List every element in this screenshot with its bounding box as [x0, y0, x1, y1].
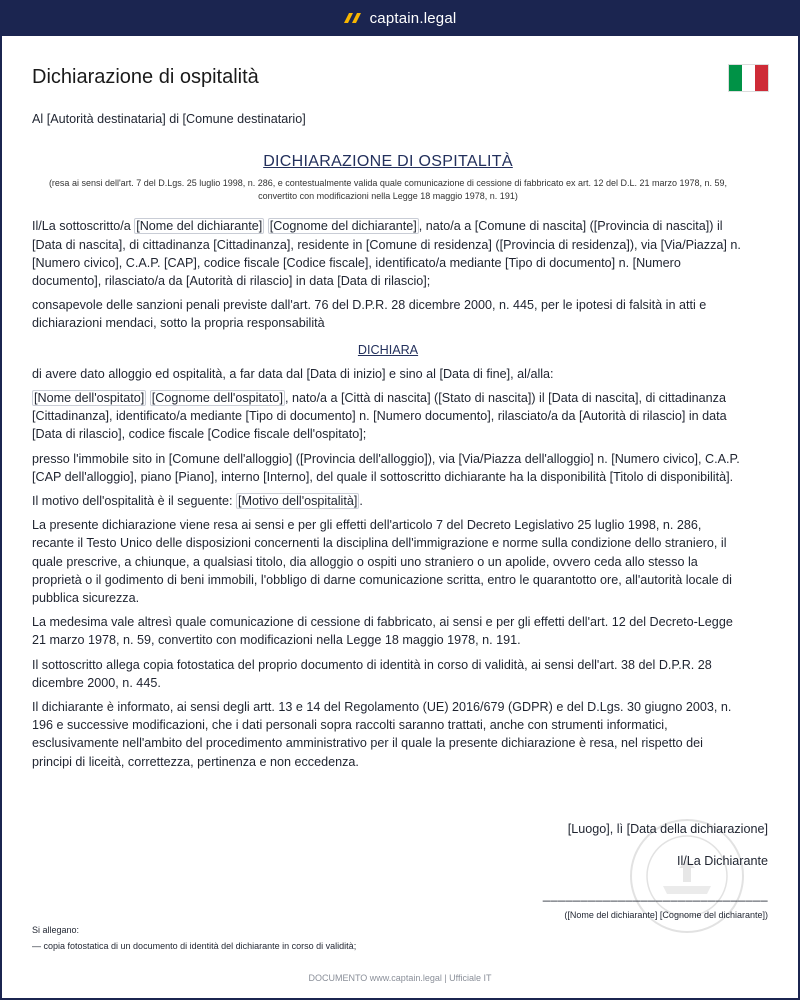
document-subtitle: (resa ai sensi dell'art. 7 del D.Lgs. 25 luglio 1998, n. 286, e contestualmente valida quale comunicazione di cessione di fabbricato ex art. 12 del D.L. 21 marzo 1978, n. 59, convertito con modificazioni nella Legge 18 maggio 1978, n. 191)	[48, 178, 728, 202]
guest-paragraph: [Nome dell'ospitato] [Cognome dell'ospitato] , nato/a a [Città di nascita] ([Stato di nascita]) il [Data di nascita], di cittadinanza [Cittadinanza], identificato/a mediante [Tipo di documento] n. [Numero documento], rilasciato/a da [Autorità di rilascio] in data [Data di rilascio], codice fiscale [Codice fiscale dell'ospitato];	[32, 391, 727, 442]
guest-name-field[interactable]: [Nome dell'ospitato]	[34, 391, 145, 406]
signature-line[interactable]: ______________________________	[542, 888, 768, 902]
signature-block	[543, 820, 768, 924]
awareness-paragraph: consapevole delle sanzioni penali previste dall'art. 76 del D.P.R. 28 dicembre 2000, n. 445, per le ipotesi di falsità in atti e dichiarazioni mendaci, sotto la propria responsabilità	[32, 298, 707, 331]
reason-field[interactable]: [Motivo dell'ospitalità]	[238, 494, 358, 509]
guest-surname-field[interactable]: [Cognome dell'ospitato]	[151, 391, 283, 406]
attachment-item: — copia fotostatica di un documento di identità del dichiarante in corso di validità;	[32, 941, 357, 951]
dichiara-heading: DICHIARA	[357, 342, 419, 357]
legal-paragraph-3: Il sottoscritto allega copia fotostatica del proprio documento di identità in corso di validità, ai sensi dell'art. 38 del D.P.R. 28 dicembre 2000, n. 445.	[32, 657, 712, 690]
declarant-paragraph: Il/La sottoscritto/a [Nome del dichiarante] [Cognome del dichiarante] , nato/a a [Comune di nascita] ([Provincia di nascita]) il [Data di nascita], di cittadinanza [Cittadinanza], residente in [Comune di residenza] ([Provincia di residenza]), via [Via/Piazza] n. [Numero civico], C.A.P. [CAP], codice fiscale [Codice fiscale], identificato/a mediante [Tipo di documento] n. [Numero documento], rilasciato/a da [Autorità di rilascio] in data [Data di rilascio];	[32, 219, 741, 289]
property-paragraph: presso l'immobile sito in [Comune dell'alloggio] ([Provincia dell'alloggio]), via [Via/Piazza dell'alloggio] n. [Numero civico], C.A.P. [CAP dell'alloggio], piano [Piano], interno [Interno], del quale il sottoscritto dichiarante ha la disponibilità [Titolo di disponibilità].	[32, 451, 740, 484]
place-date: [Luogo], lì [Data della dichiarazione]	[567, 822, 768, 836]
legal-paragraph-1: La presente dichiarazione viene resa ai sensi e per gli effetti dell'articolo 7 del Decreto Legislativo 25 luglio 1998, n. 286, recante il Testo Unico delle disposizioni concernenti la disciplina dell'immigrazione e norme sulla condizione dello straniero, il quale prescrive, a chiunque, a qualsiasi titolo, dia alloggio o ospiti uno straniero o un apolide, ovvero ceda allo stesso la proprietà o il godimento di beni immobili, l'obbligo di darne comunicazione scritta, entro le quarantotto ore, all'autorità locale di pubblica sicurezza.	[32, 518, 732, 606]
signer-role: Il/La Dichiarante	[676, 854, 768, 868]
captain-legal-logo-icon	[344, 12, 362, 24]
document-body	[32, 106, 744, 771]
attachments-section	[32, 922, 356, 954]
top-bar	[0, 0, 800, 36]
signer-names: ([Nome del dichiarante] [Cognome del dichiarante])	[564, 910, 768, 920]
reason-paragraph: Il motivo dell'ospitalità è il seguente: [Motivo dell'ospitalità] .	[32, 494, 363, 509]
legal-paragraph-2: La medesima vale altresì quale comunicazione di cessione di fabbricato, ai sensi e per gli effetti dell'art. 12 del Decreto-Legge 21 marzo 1978, n. 59, convertito con modificazioni nella Legge 18 maggio 1978, n. 191.	[32, 615, 733, 648]
page-title: Dichiarazione di ospitalità	[32, 66, 259, 88]
legal-paragraph-4: Il dichiarante è informato, ai sensi degli artt. 13 e 14 del Regolamento (UE) 2016/679 (GDPR) e del D.Lgs. 30 giugno 2003, n. 196 e successive modificazioni, che i dati personali sopra raccolti saranno trattati, anche con strumenti informatici, esclusivamente nell'ambito del procedimento amministrativo per il quale la presente dichiarazione è resa, nel rispetto dei principi di liceità, correttezza, pertinenza e non eccedenza.	[32, 700, 732, 769]
recipient-line: Al [Autorità destinataria] di [Comune destinatario]	[32, 112, 306, 126]
declarant-name-field[interactable]: [Nome del dichiarante]	[136, 219, 263, 234]
attachments-heading: Si allegano:	[32, 925, 80, 935]
declarant-surname-field[interactable]: [Cognome del dichiarante]	[269, 219, 417, 234]
hosting-paragraph: di avere dato alloggio ed ospitalità, a far data dal [Data di inizio] e sino al [Data di fine], al/alla:	[32, 366, 554, 381]
document-footer: DOCUMENTO www.captain.legal | Ufficiale IT	[308, 973, 492, 983]
document-title: DICHIARAZIONE DI OSPITALITÀ	[263, 153, 513, 171]
italy-flag-icon[interactable]	[728, 64, 769, 92]
document-sheet	[2, 36, 798, 998]
brand-name[interactable]: captain.legal	[369, 9, 457, 27]
